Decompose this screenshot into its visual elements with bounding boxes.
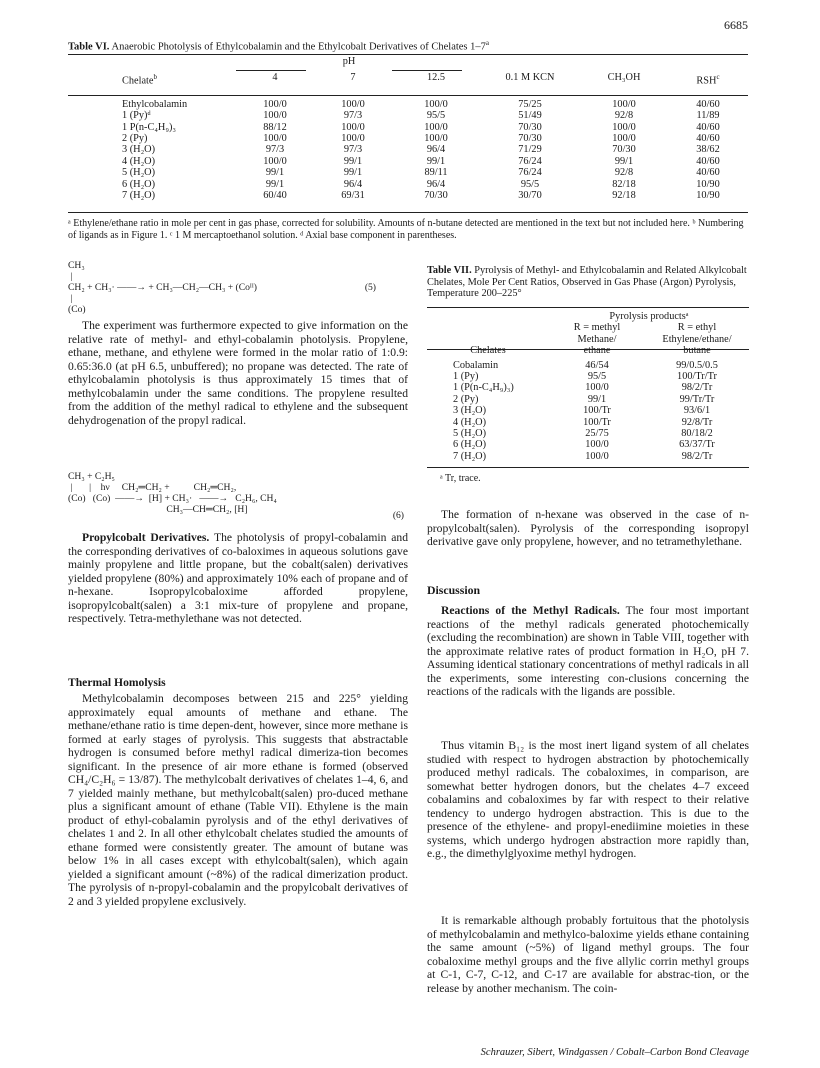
table6-cell: 70/30	[424, 190, 448, 202]
table6-cell: Ethylcobalamin	[122, 98, 188, 110]
table6-row	[68, 179, 748, 190]
table7-header-cell: butane	[683, 345, 711, 357]
table7-cell: 99/1	[587, 393, 607, 405]
table6-cell: 100/0	[424, 121, 448, 133]
paragraph-thermal: Methylcobalamin decomposes between 215 and 225° yielding approximately equal amounts of methane and ethane. The methane/ethane ratio is time depen-dent, however, since more methane is formed at early stages of pyrolysis. This suggests that abstractable hydrogen is consumed before methyl radical dimeriza-tion becomes significant. In the presence of air more ethane is formed (observed CH₄/C₂H₆ = 13/87). The methylcobalt derivatives of chelates 1–4, 6, and 7 yielded mainly methane, but methylcobalt(salen) pro-duced methane plus a significant amount of ethane (Table VII). Ethylene is the main product of ethyl-cobalamin pyrolysis and of the ethyl derivatives of chelates 1 and 2. In all other ethylcobalt chelates studied the amounts of ethane formed were consistently greater. The amount of butane was below 1% in all cases except with ethylcobalt(salen), which again yielded a significant amount (~8%) of the radical dimerization product. The pyrolysis of n-propyl-cobalamin and the propylcobalt derivatives of 2 and 3 yielded propylene exclusively.	[68, 692, 408, 908]
table6-cell: 82/18	[612, 178, 636, 190]
table6-cell: 100/0	[263, 133, 287, 145]
table6-cell: 100/0	[341, 98, 365, 110]
table6-cell: 10/90	[696, 190, 720, 202]
paragraph-hexane: The formation of n-hexane was observed in the case of n-propylcobalt(salen). Pyrolysis of the corresponding isopropyl derivative gave only propylene, however, and no tetramethylethane.	[427, 508, 749, 548]
table6-cell: 30/70	[518, 190, 542, 202]
table7-cell: 100/0	[585, 450, 609, 462]
methyl-radicals-heading: Reactions of the Methyl Radicals.	[441, 604, 620, 617]
table6-cell: 11/89	[696, 110, 720, 122]
table6-row	[68, 99, 748, 110]
equation-6-line: | | hν CH₂═CH₂ + CH₂═CH₂,	[68, 482, 237, 493]
thermal-heading: Thermal Homolysis	[68, 676, 166, 689]
table7-cell: 1 (Py)	[453, 371, 479, 383]
table6-row	[68, 144, 748, 155]
table6-cell: 99/1	[426, 155, 446, 167]
table7-cell: 93/6/1	[683, 405, 711, 417]
table7-cell: 100/0	[585, 439, 609, 451]
table7-header-cell: R = methyl	[573, 322, 621, 334]
table6-header-cell: Chelate$^b$	[122, 73, 157, 87]
table6-cell: 71/29	[518, 144, 542, 156]
table7	[427, 311, 749, 462]
table6-header-cell: 12.5	[426, 72, 446, 83]
table7-cell: 46/54	[585, 359, 609, 371]
table6-cell: 99/1	[343, 155, 363, 167]
table6-row	[68, 190, 748, 201]
table6-cell: 97/3	[343, 110, 363, 122]
table7-header-cell: Chelates	[470, 345, 506, 357]
table6-cell: 92/8	[614, 110, 634, 122]
table6-row	[68, 156, 748, 167]
table7-cell: 98/2/Tr	[681, 450, 713, 462]
methyl-radicals-text: The four most important reactions of the methyl radicals generated photochemically (excluding the recombination) are shown in Table VIII, together with the approximate relative rates of product formation in H₂O, pH 7. Assuming identical stationary concentrations of methyl radicals in all the experiments, some interesting con-clusions concerning the reactions of the radicals with the ligands are possible.	[427, 604, 749, 698]
table6-label: Table VI.	[68, 41, 110, 53]
table7-header-cell: ethane	[583, 345, 611, 357]
table6-caption	[68, 39, 489, 53]
table7-cell: 1 (P(n-C₄H₉)₃)	[453, 382, 514, 394]
table7-cell: 5 (H₂O)	[453, 428, 487, 440]
table6-cell: 75/25	[518, 98, 542, 110]
table6-cell: 99/1	[265, 178, 285, 190]
table7-bottom-rule	[427, 467, 749, 468]
table7-top-rule	[427, 307, 749, 308]
propyl-heading: Propylcobalt Derivatives.	[82, 531, 210, 544]
table6-cell: 95/5	[520, 178, 540, 190]
table6-cell: 70/30	[518, 121, 542, 133]
table6-cell: 40/60	[696, 155, 720, 167]
table6-cell: 89/11	[424, 167, 448, 179]
table7-cell: 100/Tr	[583, 405, 611, 417]
table6-cell: 100/0	[263, 98, 287, 110]
table7-cell: 100/0	[585, 382, 609, 394]
table7-row	[427, 405, 749, 416]
table6-cell: 97/3	[343, 144, 363, 156]
table6-cell: 92/8	[614, 167, 634, 179]
table6-cell: 97/3	[265, 144, 285, 156]
table7-cell: 3 (H₂O)	[453, 405, 487, 417]
table6-cell: 100/0	[341, 133, 365, 145]
table6-cell: 96/4	[343, 178, 363, 190]
table7-label: Table VII.	[427, 265, 472, 276]
table6-cell: 70/30	[612, 144, 636, 156]
table7-header-row	[427, 322, 749, 333]
table7-group-header-row	[427, 311, 749, 322]
table6-cell: 99/1	[614, 155, 634, 167]
table7-cell: 98/2/Tr	[681, 382, 713, 394]
table7-cell: 7 (H₂O)	[453, 450, 487, 462]
table6-caption-sup: a	[485, 39, 490, 47]
table7-cell: 100/Tr/Tr	[677, 371, 717, 383]
table7-row	[427, 360, 749, 371]
table6-cell: 38/62	[696, 144, 720, 156]
table6-cell: 100/0	[612, 121, 636, 133]
table7-cell: Cobalamin	[453, 359, 499, 371]
table7-cell: 63/37/Tr	[679, 439, 715, 451]
paragraph-propyl	[68, 531, 408, 626]
table6-cell: 100/0	[341, 121, 365, 133]
table6-header-cell: 7	[350, 72, 356, 83]
equation-5-number: (5)	[364, 282, 376, 293]
table7-header-cell: Methane/	[577, 333, 617, 345]
table6-ph-rule-right	[392, 70, 462, 71]
table6-cell: 1 P(n-C₄H₉)₃	[122, 121, 176, 133]
table7-row	[427, 417, 749, 428]
equation-5-line: (Co)	[68, 304, 86, 315]
table6-cell: 76/24	[518, 167, 542, 179]
table7-row	[427, 394, 749, 405]
table7-cell: 99/0.5/0.5	[676, 359, 718, 371]
paragraph-remarkable: It is remarkable although probably fortuitous that the photolysis of methylcobalamin and methylco-baloxime yields ethane containing the same amount (~5%) of ligand methyl groups. The four cobaloxime methyl groups and the five allylic corrin methyl groups at C-1, C-7, C-12, and C-17 are available for abstrac-tion, or the release by another mechanism. The coin-	[427, 914, 749, 995]
table6-cell: 100/0	[424, 98, 448, 110]
table7-cell: 95/5	[587, 371, 607, 383]
table6-row	[68, 122, 748, 133]
table6-cell: 96/4	[426, 178, 446, 190]
table6-ph-rule-left	[236, 70, 306, 71]
equation-6-number: (6)	[392, 510, 404, 521]
table7-cell: 100/Tr	[583, 416, 611, 428]
table6-cell: 99/1	[265, 167, 285, 179]
table6-cell: 60/40	[263, 190, 287, 202]
table6-cell: 69/31	[341, 190, 365, 202]
table7-header-cell: Ethylene/ethane/	[662, 333, 732, 345]
table6-cell: 100/0	[424, 133, 448, 145]
table7-caption-text: Pyrolysis of Methyl- and Ethylcobalamin and Related Alkylcobalt Chelates, Mole Per Cent Ratios, Observed in Gas Phase (Argon) Pyrolysis, Temperature 200–225°	[427, 265, 747, 300]
table6-cell: 51/49	[518, 110, 542, 122]
table6-header-cell: RSH$^c$	[696, 73, 720, 87]
table6	[68, 72, 748, 201]
equation-6	[68, 471, 408, 521]
table6-ph-label: pH	[342, 56, 356, 67]
table6-bottom-rule	[68, 212, 748, 213]
table6-cell: 40/60	[696, 133, 720, 145]
table7-group-header: Pyrolysis productsᵃ	[609, 311, 689, 322]
table6-cell: 2 (Py)	[122, 133, 148, 145]
table6-cell: 100/0	[612, 133, 636, 145]
table6-cell: 88/12	[263, 121, 287, 133]
equation-6-line: CH₃—CH═CH₂, [H] (6)	[68, 504, 404, 521]
equation-5	[68, 260, 408, 315]
table6-cell: 100/0	[263, 155, 287, 167]
discussion-heading: Discussion	[427, 583, 481, 597]
table7-caption	[427, 265, 749, 300]
table7-cell: 6 (H₂O)	[453, 439, 487, 451]
table7-cell: 25/75	[585, 428, 609, 440]
table6-cell: 7 (H₂O)	[122, 190, 156, 202]
table7-row	[427, 382, 749, 393]
table6-cell: 70/30	[518, 133, 542, 145]
table6-cell: 99/1	[343, 167, 363, 179]
table6-cell: 92/18	[612, 190, 636, 202]
table6-header-cell: 4	[272, 72, 278, 83]
equation-6-line: (Co) (Co) ——→ [H] + CH₃· ——→ C₂H₆, CH₄	[68, 493, 277, 504]
equation-5-line: |	[68, 293, 73, 304]
table6-cell: 95/5	[426, 110, 446, 122]
paragraph-experiment: The experiment was furthermore expected to give information on the relative rate of methyl- and ethyl-cobalamin photolysis. Propylene, ethane, methane, and ethylene were formed in the molar ratio of 1:0.9: 0.65:36.0 (at pH 6.5, unbuffered); no propane was detected. The rate of ethylcobalamin photolysis is thus approximately 15 times that of methylcobalamin under the same conditions. The propylene resulted from the addition of the methyl radical to ethylene and the subsequent dehydrogenation of the propyl radical.	[68, 319, 408, 427]
page-number: 6685	[724, 18, 748, 32]
equation-5-line: CH₂ + CH₃· ——→ + CH₃—CH₂—CH₃ + (Coᴵᴵ) (5)	[68, 282, 376, 293]
table6-row	[68, 133, 748, 144]
table6-cell: 40/60	[696, 167, 720, 179]
paragraph-vitamin-b12: Thus vitamin B₁₂ is the most inert ligand system of all chelates studied with respect to hydrogen abstraction by photochemically produced methyl radicals. The cobaloximes, in comparison, are somewhat better hydrogen donors, but the chelates 4–7 exceed cobalamins and cobaloximes by far with respect to their relative tendency to undergo hydrogen abstraction. This is due to the presence of the ethylene- and propyl-enediimine moieties in these systems, which undergo hydrogen abstraction more rapidly than, e.g., the dimethylglyoxime methyl hydrogen.	[427, 739, 749, 860]
table6-cell: 76/24	[518, 155, 542, 167]
table7-row	[427, 439, 749, 450]
equation-6-line: CH₃ + C₂H₅	[68, 471, 115, 482]
paragraph-methyl-radicals	[427, 604, 749, 699]
table6-header-cell: 0.1 M KCN	[505, 72, 555, 83]
table7-row	[427, 428, 749, 439]
table6-header-row	[68, 72, 748, 87]
table6-cell: 4 (H₂O)	[122, 155, 156, 167]
table6-header-cell: CH₃OH	[607, 72, 641, 83]
equation-5-line: |	[68, 271, 73, 282]
table7-cell: 2 (Py)	[453, 393, 479, 405]
table7-cell: 92/8/Tr	[681, 416, 713, 428]
propyl-text: The photolysis of propyl-cobalamin and the corresponding derivatives of co-baloximes in aqueous solutions gave mainly propylene and little propane, but the cobalt(salen) derivatives yielded propylene (80%) and approximately 10% each of propane and of n-hexane. Isopropylcobaloxime afforded propylene, isopropylcobalt(salen) a 3:1 mix-ture of propylene and propane, respectively. Tetra-methylethane was not detected.	[68, 531, 408, 625]
table7-row	[427, 371, 749, 382]
page-footer: Schrauzer, Sibert, Windgassen / Cobalt–Carbon Bond Cleavage	[480, 1047, 749, 1058]
table6-caption-text: Anaerobic Photolysis of Ethylcobalamin and the Ethylcobalt Derivatives of Chelates 1–7	[111, 41, 486, 53]
table6-cell: 3 (H₂O)	[122, 144, 156, 156]
table7-header-cell: R = ethyl	[677, 322, 717, 334]
table7-cell: 80/18/2	[681, 428, 713, 440]
table6-cell: 40/60	[696, 121, 720, 133]
table7-cell: 4 (H₂O)	[453, 416, 487, 428]
table6-cell: 10/90	[696, 178, 720, 190]
table6-row	[68, 110, 748, 121]
table7-row	[427, 451, 749, 462]
table6-row	[68, 167, 748, 178]
table6-cell: 96/4	[426, 144, 446, 156]
table7-footnote: ᵃ Tr, trace.	[440, 473, 481, 484]
table6-cell: 1 (Py)ᵈ	[122, 110, 151, 122]
table6-footnote: ᵃ Ethylene/ethane ratio in mole per cent in gas phase, corrected for solubility. Amounts of n-butane detected are mentioned in the text but not included here. ᵇ Numbering of ligands as in Figure 1. ᶜ 1 M mercaptoethanol solution. ᵈ Axial base component in parentheses.	[68, 218, 744, 241]
table6-cell: 5 (H₂O)	[122, 167, 156, 179]
table6-cell: 40/60	[696, 98, 720, 110]
table6-top-rule	[68, 54, 748, 55]
table6-cell: 6 (H₂O)	[122, 178, 156, 190]
table6-cell: 100/0	[612, 98, 636, 110]
equation-5-line: CH₃	[68, 260, 85, 271]
table6-cell: 100/0	[263, 110, 287, 122]
table7-cell: 99/Tr/Tr	[679, 393, 715, 405]
